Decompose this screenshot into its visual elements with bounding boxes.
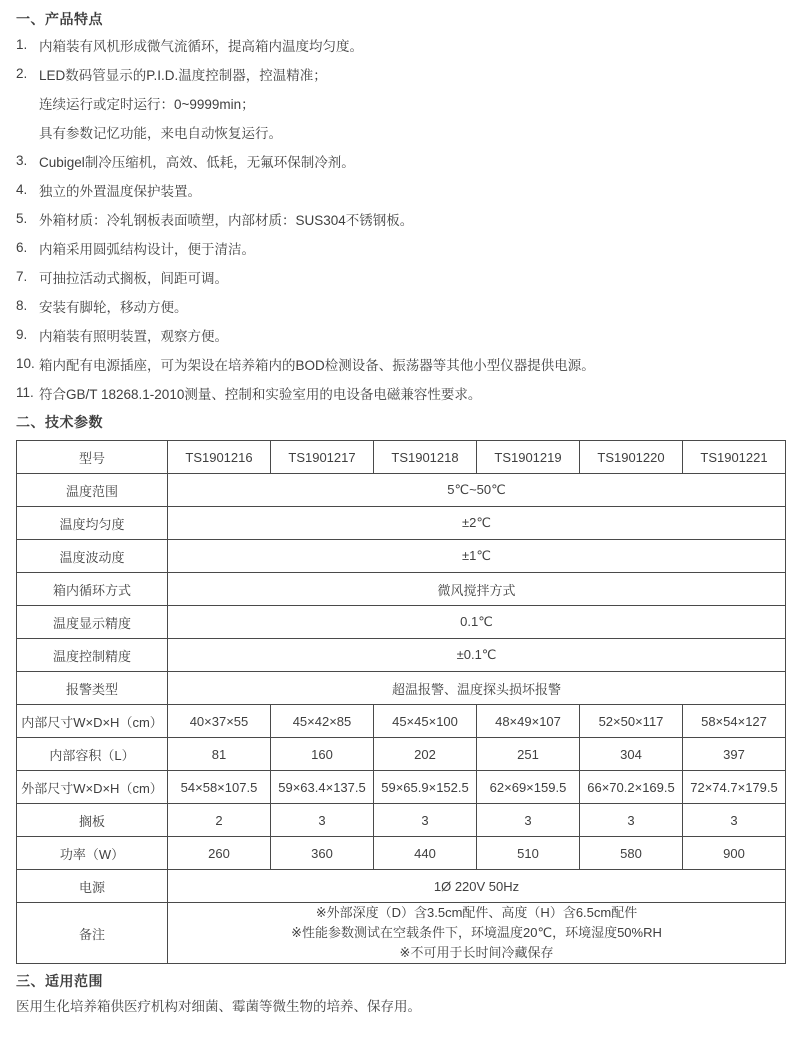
cell-value: 48×49×107 xyxy=(477,705,580,738)
feature-item xyxy=(16,291,786,320)
row-value: 超温报警、温度探头损坏报警 xyxy=(168,672,786,705)
remark-line: ※不可用于长时间冷藏保存 xyxy=(399,945,554,960)
row-label: 外部尺寸W×D×H（cm） xyxy=(17,771,168,804)
table-header-row xyxy=(17,441,786,474)
cell-value: 45×45×100 xyxy=(374,705,477,738)
col-header-model: TS1901216 xyxy=(168,441,271,474)
feature-item xyxy=(16,59,786,88)
feature-number: 4. xyxy=(16,182,28,197)
cell-value: 510 xyxy=(477,837,580,870)
table-row-uniformity xyxy=(17,507,786,540)
cell-value: 260 xyxy=(168,837,271,870)
cell-value: 3 xyxy=(477,804,580,837)
cell-value: 2 xyxy=(168,804,271,837)
cell-value: 360 xyxy=(271,837,374,870)
cell-value: 251 xyxy=(477,738,580,771)
feature-text: Cubigel制冷压缩机，高效、低耗，无氟环保制冷剂。 xyxy=(39,154,355,170)
feature-text: 箱内配有电源插座，可为架设在培养箱内的BOD检测设备、振荡器等其他小型仪器提供电源。 xyxy=(39,357,595,373)
feature-number: 6. xyxy=(16,240,28,255)
row-label: 温度范围 xyxy=(17,474,168,507)
feature-item xyxy=(16,175,786,204)
cell-value: 160 xyxy=(271,738,374,771)
remarks-cell xyxy=(168,903,786,964)
row-label: 温度控制精度 xyxy=(17,639,168,672)
feature-item xyxy=(16,349,786,378)
feature-number: 10. xyxy=(16,356,35,371)
cell-value: 62×69×159.5 xyxy=(477,771,580,804)
table-row-power-supply xyxy=(17,870,786,903)
cell-value: 900 xyxy=(683,837,786,870)
cell-value: 59×65.9×152.5 xyxy=(374,771,477,804)
row-value: 5℃~50℃ xyxy=(168,474,786,507)
feature-number: 2. xyxy=(16,66,28,81)
table-row-remarks xyxy=(17,903,786,964)
feature-number: 3. xyxy=(16,153,28,168)
feature-text: 安装有脚轮，移动方便。 xyxy=(39,299,188,315)
row-label: 报警类型 xyxy=(17,672,168,705)
cell-value: 72×74.7×179.5 xyxy=(683,771,786,804)
row-value: 微风搅拌方式 xyxy=(168,573,786,606)
row-label: 搁板 xyxy=(17,804,168,837)
feature-item-continuation xyxy=(16,117,786,146)
cell-value: 3 xyxy=(683,804,786,837)
feature-text: 可抽拉活动式搁板，间距可调。 xyxy=(39,270,228,286)
cell-value: 40×37×55 xyxy=(168,705,271,738)
table-row-shelves xyxy=(17,804,786,837)
cell-value: 45×42×85 xyxy=(271,705,374,738)
col-header-model: TS1901220 xyxy=(580,441,683,474)
feature-number: 9. xyxy=(16,327,28,342)
row-value: ±1℃ xyxy=(168,540,786,573)
row-value: ±0.1℃ xyxy=(168,639,786,672)
feature-number: 11. xyxy=(16,385,34,400)
cell-value: 440 xyxy=(374,837,477,870)
section-heading-scope: 三、适用范围 xyxy=(16,973,103,989)
feature-text: 独立的外置温度保护装置。 xyxy=(39,183,201,199)
feature-text: 内箱装有风机形成微气流循环，提高箱内温度均匀度。 xyxy=(39,38,363,54)
row-value: 1Ø 220V 50Hz xyxy=(168,870,786,903)
section-heading-features: 一、产品特点 xyxy=(16,11,103,27)
row-label: 温度均匀度 xyxy=(17,507,168,540)
cell-value: 52×50×117 xyxy=(580,705,683,738)
remark-line: ※性能参数测试在空载条件下，环境温度20℃，环境湿度50%RH xyxy=(291,925,662,940)
col-header-model-label: 型号 xyxy=(17,441,168,474)
table-row-fluctuation xyxy=(17,540,786,573)
cell-value: 3 xyxy=(580,804,683,837)
row-label: 内部尺寸W×D×H（cm） xyxy=(17,705,168,738)
cell-value: 66×70.2×169.5 xyxy=(580,771,683,804)
feature-text: 内箱装有照明装置，观察方便。 xyxy=(39,328,228,344)
col-header-model: TS1901217 xyxy=(271,441,374,474)
row-value: 0.1℃ xyxy=(168,606,786,639)
cell-value: 59×63.4×137.5 xyxy=(271,771,374,804)
feature-text: 内箱采用圆弧结构设计，便于清洁。 xyxy=(39,241,255,257)
feature-text: 连续运行或定时运行：0~9999min； xyxy=(39,96,255,112)
feature-item xyxy=(16,320,786,349)
feature-item xyxy=(16,378,786,407)
col-header-model: TS1901219 xyxy=(477,441,580,474)
table-row-control-accuracy xyxy=(17,639,786,672)
row-label: 温度波动度 xyxy=(17,540,168,573)
feature-number: 8. xyxy=(16,298,28,313)
table-row-volume xyxy=(17,738,786,771)
feature-item xyxy=(16,233,786,262)
feature-number: 5. xyxy=(16,211,28,226)
feature-text: 外箱材质：冷轧钢板表面喷塑，内部材质：SUS304不锈钢板。 xyxy=(39,212,414,228)
feature-number: 1. xyxy=(16,37,28,52)
feature-text: 具有参数记忆功能，来电自动恢复运行。 xyxy=(39,125,282,141)
scope-text: 医用生化培养箱供医疗机构对细菌、霉菌等微生物的培养、保存用。 xyxy=(16,999,421,1014)
table-row-alarm-type xyxy=(17,672,786,705)
table-row-display-accuracy xyxy=(17,606,786,639)
feature-item xyxy=(16,30,786,59)
cell-value: 58×54×127 xyxy=(683,705,786,738)
table-row-temp-range xyxy=(17,474,786,507)
cell-value: 3 xyxy=(374,804,477,837)
table-row-inner-dims xyxy=(17,705,786,738)
cell-value: 54×58×107.5 xyxy=(168,771,271,804)
cell-value: 580 xyxy=(580,837,683,870)
row-label: 备注 xyxy=(17,903,168,964)
feature-item xyxy=(16,262,786,291)
cell-value: 304 xyxy=(580,738,683,771)
table-row-outer-dims xyxy=(17,771,786,804)
row-label: 温度显示精度 xyxy=(17,606,168,639)
cell-value: 81 xyxy=(168,738,271,771)
row-label: 功率（W） xyxy=(17,837,168,870)
feature-text: 符合GB/T 18268.1-2010测量、控制和实验室用的电设备电磁兼容性要求。 xyxy=(39,386,482,402)
feature-number: 7. xyxy=(16,269,28,284)
cell-value: 397 xyxy=(683,738,786,771)
row-label: 箱内循环方式 xyxy=(17,573,168,606)
feature-item-continuation xyxy=(16,88,786,117)
cell-value: 3 xyxy=(271,804,374,837)
row-value: ±2℃ xyxy=(168,507,786,540)
row-label: 电源 xyxy=(17,870,168,903)
row-label: 内部容积（L） xyxy=(17,738,168,771)
col-header-model: TS1901221 xyxy=(683,441,786,474)
feature-list xyxy=(16,30,786,407)
feature-item xyxy=(16,204,786,233)
section-heading-specs: 二、技术参数 xyxy=(16,414,103,430)
table-row-power xyxy=(17,837,786,870)
table-row-circulation xyxy=(17,573,786,606)
col-header-model: TS1901218 xyxy=(374,441,477,474)
cell-value: 202 xyxy=(374,738,477,771)
feature-text: LED数码管显示的P.I.D.温度控制器，控温精准； xyxy=(39,67,327,83)
spec-table xyxy=(16,440,786,964)
remark-line: ※外部深度（D）含3.5cm配件、高度（H）含6.5cm配件 xyxy=(315,905,638,920)
feature-item xyxy=(16,146,786,175)
